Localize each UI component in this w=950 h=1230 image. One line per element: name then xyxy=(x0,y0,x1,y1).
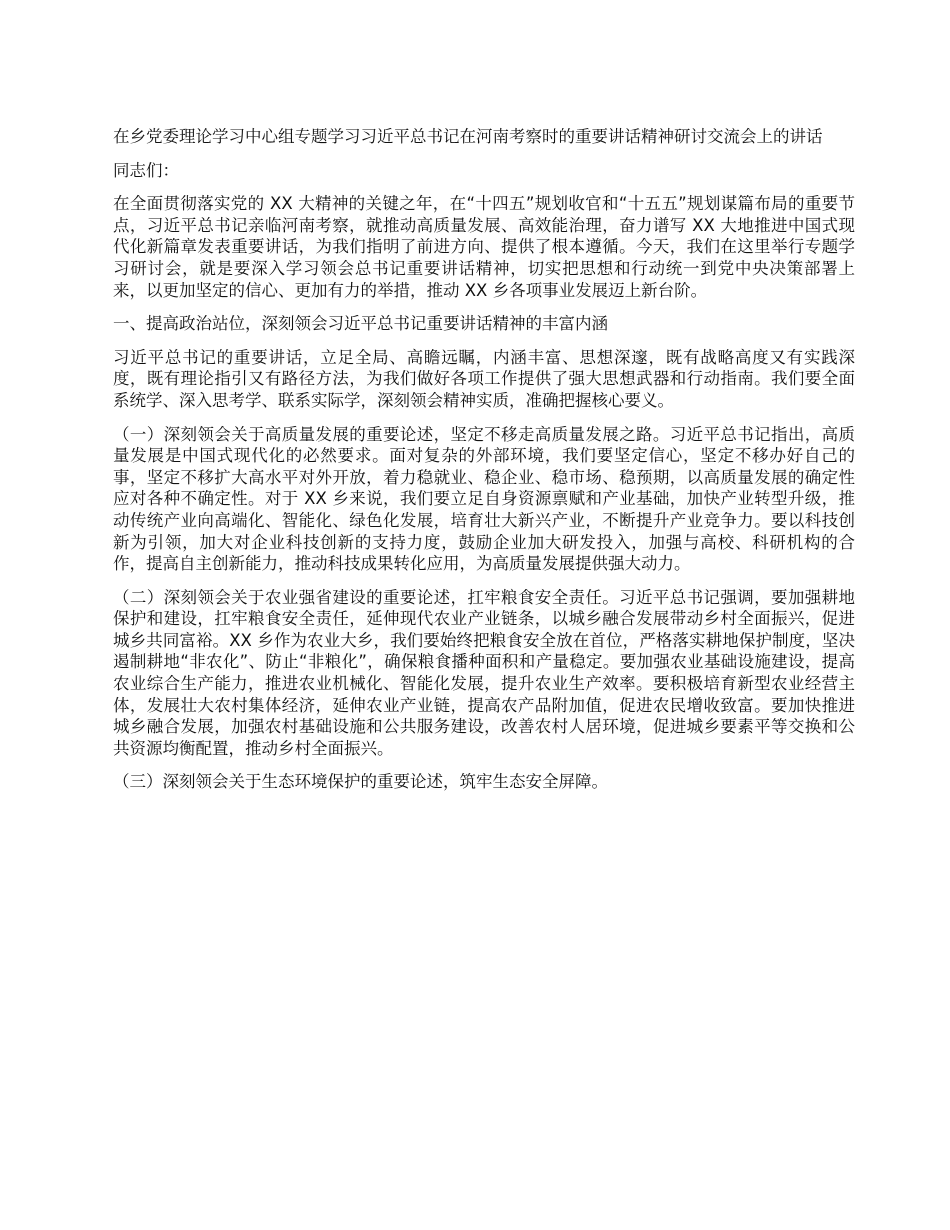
paragraph-section-1: 习近平总书记的重要讲话，立足全局、高瞻远瞩，内涵丰富、思想深邃，既有战略高度又有实践深度，既有理论指引又有路径方法，为我们做好各项工作提供了强大思想武器和行动指南。我们要全面系统学、深入思考学、联系实际学，深刻领会精神实质，准确把握核心要义。 xyxy=(113,347,855,410)
paragraph-subsection-3: （三）深刻领会关于生态环境保护的重要论述，筑牢生态安全屏障。 xyxy=(113,772,608,792)
section-heading-1: 一、提高政治站位，深刻领会习近平总书记重要讲话精神的丰富内涵 xyxy=(113,314,608,334)
document-page xyxy=(113,126,855,793)
document-title: 在乡党委理论学习中心组专题学习习近平总书记在河南考察时的重要讲话精神研讨交流会上的讲话 xyxy=(113,127,823,146)
salutation: 同志们： xyxy=(113,160,179,180)
paragraph-subsection-1: （一）深刻领会关于高质量发展的重要论述，坚定不移走高质量发展之路。习近平总书记指出，高质量发展是中国式现代化的必然要求。面对复杂的外部环境，我们要坚定信心，坚定不移办好自己的事，坚定不移扩大高水平对外开放，着力稳就业、稳企业、稳市场、稳预期，以高质量发展的确定性应对各种不确定性。对于 XX 乡来说，我们要立足自身资源禀赋和产业基础，加快产业转型升级，推动传统产业向高端化、智能化、绿色化发展，培育壮大新兴产业，不断提升产业竞争力。要以科技创新为引领，加大对企业科技创新的支持力度，鼓励企业加大研发投入，加强与高校、科研机构的合作，提高自主创新能力，推动科技成果转化应用，为高质量发展提供强大动力。 xyxy=(113,424,855,574)
paragraph-intro: 在全面贯彻落实党的 XX 大精神的关键之年，在“十四五”规划收官和“十五五”规划谋篇布局的重要节点，习近平总书记亲临河南考察，就推动高质量发展、高效能治理，奋力谱写 XX 大地推进中国式现代化新篇章发表重要讲话，为我们指明了前进方向、提供了根本遵循。今天，我们在这里举行专题学习研讨会，就是要深入学习领会总书记重要讲话精神，切实把思想和行动统一到党中央决策部署上来，以更加坚定的信心、更加有力的举措，推动 XX 乡各项事业发展迈上新台阶。 xyxy=(113,194,855,300)
paragraph-subsection-2: （二）深刻领会关于农业强省建设的重要论述，扛牢粮食安全责任。习近平总书记强调，要加强耕地保护和建设，扛牢粮食安全责任，延伸现代农业产业链条，以城乡融合发展带动乡村全面振兴，促进城乡共同富裕。XX 乡作为农业大乡，我们要始终把粮食安全放在首位，严格落实耕地保护制度，坚决遏制耕地“非农化”、防止“非粮化”，确保粮食播种面积和产量稳定。要加强农业基础设施建设，提高农业综合生产能力，推进农业机械化、智能化发展，提升农业生产效率。要积极培育新型农业经营主体，发展壮大农村集体经济，延伸农业产业链，提高农产品附加值，促进农民增收致富。要加快推进城乡融合发展，加强农村基础设施和公共服务建设，改善农村人居环境，促进城乡要素平等交换和公共资源均衡配置，推动乡村全面振兴。 xyxy=(113,587,855,758)
